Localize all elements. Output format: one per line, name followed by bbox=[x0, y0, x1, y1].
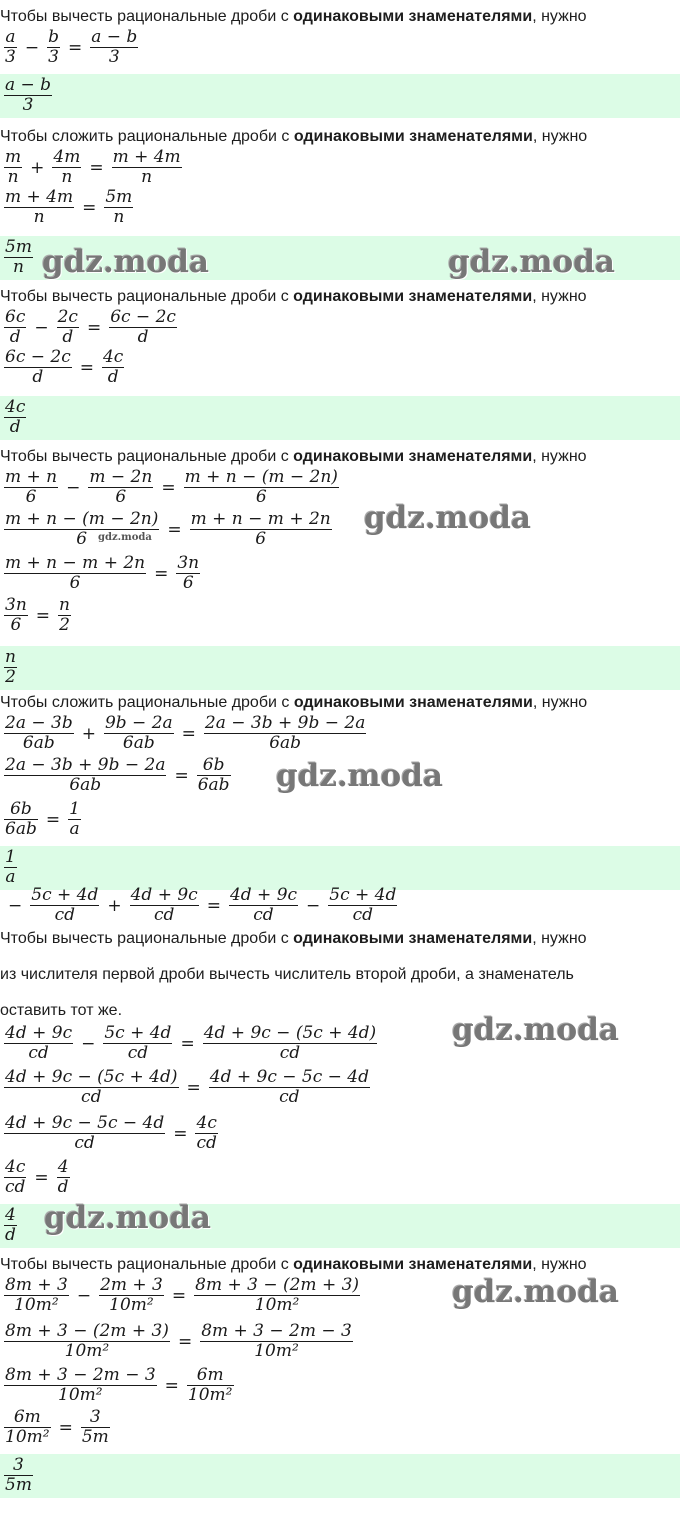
denominator: cd bbox=[127, 1043, 149, 1063]
denominator: cd bbox=[153, 905, 175, 925]
numerator: 4d + 9c bbox=[229, 885, 298, 905]
equation-line bbox=[2, 596, 73, 635]
denominator: a bbox=[69, 819, 80, 839]
denominator: cd bbox=[352, 905, 374, 925]
denominator: 3 bbox=[108, 47, 120, 67]
numerator: 6m bbox=[196, 1365, 224, 1385]
fraction bbox=[4, 1456, 33, 1495]
denominator: 10m² bbox=[64, 1341, 110, 1361]
denominator: cd bbox=[74, 1133, 95, 1153]
fraction bbox=[4, 348, 72, 387]
equation-line bbox=[2, 1114, 220, 1153]
numerator: a − b bbox=[5, 75, 52, 95]
denominator: 6 bbox=[76, 529, 88, 549]
fraction bbox=[4, 510, 159, 549]
operator: = bbox=[177, 1331, 193, 1352]
operator: − bbox=[76, 1285, 92, 1306]
denominator: d bbox=[9, 327, 21, 347]
denominator: 6ab bbox=[269, 733, 302, 753]
fraction bbox=[176, 554, 200, 593]
watermark: gdz.moda bbox=[448, 244, 615, 280]
fraction bbox=[4, 648, 17, 687]
equation-line bbox=[2, 348, 126, 387]
operator: = bbox=[35, 605, 51, 626]
fraction bbox=[4, 308, 26, 347]
answer-highlight bbox=[0, 646, 680, 690]
fraction bbox=[4, 714, 74, 753]
numerator: 2a − 3b + 9b − 2a bbox=[204, 713, 366, 733]
fraction bbox=[52, 148, 81, 187]
operator: = bbox=[161, 477, 176, 498]
equation-line bbox=[2, 308, 179, 347]
numerator: 6c bbox=[5, 307, 26, 327]
equation-line bbox=[2, 800, 83, 839]
rule-emphasis: одинаковыми знаменателями bbox=[293, 930, 533, 947]
rule-text: Чтобы вычесть рациональные дроби с одинаковыми знаменателями, нужно bbox=[0, 448, 587, 465]
numerator: m + n − (m − 2n) bbox=[5, 509, 159, 529]
numerator: 6c − 2c bbox=[5, 347, 71, 367]
answer bbox=[2, 848, 19, 887]
numerator: 3n bbox=[5, 595, 27, 615]
numerator: 8m + 3 − 2m − 3 bbox=[201, 1321, 352, 1341]
numerator: 4d + 9c bbox=[5, 1023, 73, 1043]
fraction bbox=[194, 1276, 360, 1315]
fraction bbox=[4, 28, 17, 67]
equation-line bbox=[2, 714, 368, 753]
rule-text-continued: из числителя первой дроби вычесть числитель второй дроби, а знаменатель bbox=[0, 966, 574, 983]
numerator: m + n bbox=[5, 467, 58, 487]
watermark: gdz.moda bbox=[364, 500, 531, 536]
denominator: 6ab bbox=[5, 819, 37, 839]
numerator: 5m bbox=[5, 237, 32, 257]
denominator: cd bbox=[196, 1133, 217, 1153]
denominator: d bbox=[137, 327, 149, 347]
fraction bbox=[103, 1024, 172, 1063]
numerator: m − 2n bbox=[89, 467, 153, 487]
denominator: cd bbox=[279, 1087, 300, 1107]
denominator: d bbox=[9, 417, 21, 437]
watermark: gdz.moda bbox=[44, 1200, 211, 1236]
operator: = bbox=[58, 1417, 73, 1438]
denominator: cd bbox=[253, 905, 274, 925]
answer bbox=[2, 1206, 19, 1245]
operator: = bbox=[167, 519, 182, 540]
watermark: gdz.moda bbox=[276, 758, 443, 794]
rule-emphasis: одинаковыми знаменателями bbox=[293, 128, 533, 145]
operator: = bbox=[154, 563, 169, 584]
denominator: d bbox=[32, 367, 44, 387]
fraction bbox=[203, 1024, 378, 1063]
fraction bbox=[4, 1206, 17, 1245]
rule-text-continued: оставить тот же. bbox=[0, 1002, 123, 1019]
operator: − bbox=[81, 1033, 96, 1054]
fraction bbox=[4, 76, 52, 115]
denominator: 10m² bbox=[58, 1385, 103, 1405]
denominator: a bbox=[5, 867, 16, 887]
numerator: 9b − 2a bbox=[104, 713, 173, 733]
numerator: 4d + 9c − 5c − 4d bbox=[209, 1067, 369, 1087]
numerator: 6b bbox=[202, 755, 225, 775]
numerator: 2m + 3 bbox=[100, 1275, 163, 1295]
operator: = bbox=[186, 1077, 201, 1098]
numerator: m + 4m bbox=[5, 187, 74, 207]
numerator: 6b bbox=[10, 799, 32, 819]
numerator: m bbox=[5, 147, 22, 167]
fraction bbox=[68, 800, 81, 839]
operator: = bbox=[164, 1375, 179, 1396]
numerator: 3n bbox=[177, 553, 200, 573]
denominator: 3 bbox=[5, 47, 16, 67]
answer-highlight bbox=[0, 396, 680, 440]
denominator: 6 bbox=[69, 573, 81, 593]
denominator: n bbox=[61, 167, 73, 187]
denominator: 10m² bbox=[14, 1295, 59, 1315]
denominator: 6ab bbox=[69, 775, 102, 795]
numerator: a − b bbox=[91, 27, 138, 47]
rule-emphasis: одинаковыми знаменателями bbox=[293, 694, 533, 711]
denominator: 6ab bbox=[122, 733, 155, 753]
denominator: 10m² bbox=[254, 1295, 300, 1315]
operator: = bbox=[173, 1123, 188, 1144]
numerator: 4c bbox=[5, 397, 26, 417]
numerator: 4d + 9c bbox=[130, 885, 198, 905]
numerator: m + n − m + 2n bbox=[5, 553, 146, 573]
operator: = bbox=[82, 197, 97, 218]
denominator: 6 bbox=[255, 529, 267, 549]
equation-line bbox=[2, 1068, 372, 1107]
equation-line bbox=[2, 1322, 355, 1361]
fraction bbox=[99, 1276, 164, 1315]
operator: − bbox=[24, 37, 40, 58]
fraction bbox=[102, 348, 124, 387]
operator: = bbox=[181, 723, 196, 744]
operator: = bbox=[86, 317, 102, 338]
fraction bbox=[209, 1068, 370, 1107]
fraction bbox=[4, 238, 33, 277]
fraction bbox=[104, 188, 133, 227]
operator: + bbox=[30, 157, 45, 178]
fraction bbox=[4, 468, 58, 507]
fraction bbox=[4, 848, 17, 887]
denominator: d bbox=[62, 327, 74, 347]
denominator: 6ab bbox=[22, 733, 55, 753]
fraction bbox=[184, 468, 339, 507]
denominator: cd bbox=[279, 1043, 301, 1063]
watermark: gdz.moda bbox=[452, 1012, 619, 1048]
numerator: m + n − (m − 2n) bbox=[184, 467, 338, 487]
operator: = bbox=[67, 37, 83, 58]
numerator: 2a − 3b bbox=[5, 713, 73, 733]
fraction bbox=[229, 886, 298, 925]
numerator: 6m bbox=[13, 1407, 41, 1427]
numerator: a bbox=[5, 27, 16, 47]
denominator: 3 bbox=[22, 95, 34, 115]
numerator: 8m + 3 − (2m + 3) bbox=[5, 1321, 169, 1341]
numerator: 4c bbox=[102, 347, 124, 367]
denominator: cd bbox=[5, 1177, 26, 1197]
fraction bbox=[4, 1024, 73, 1063]
denominator: cd bbox=[54, 905, 75, 925]
fraction bbox=[4, 800, 38, 839]
numerator: 4c bbox=[5, 1157, 26, 1177]
numerator: b bbox=[48, 27, 59, 47]
answer bbox=[2, 1456, 35, 1495]
numerator: 4 bbox=[57, 1157, 69, 1177]
watermark: gdz.moda bbox=[98, 532, 152, 543]
operator: = bbox=[89, 157, 104, 178]
denominator: n bbox=[12, 257, 24, 277]
fraction bbox=[112, 148, 182, 187]
numerator: 4 bbox=[5, 1205, 16, 1225]
fraction bbox=[4, 1322, 170, 1361]
numerator: 1 bbox=[5, 847, 16, 867]
denominator: 5m bbox=[81, 1427, 109, 1447]
numerator: 4d + 9c − (5c + 4d) bbox=[203, 1023, 377, 1043]
rule-text: Чтобы сложить рациональные дроби с одинаковыми знаменателями, нужно bbox=[0, 694, 588, 711]
fraction bbox=[4, 188, 74, 227]
denominator: 2 bbox=[59, 615, 70, 635]
denominator: 6 bbox=[10, 615, 22, 635]
denominator: d bbox=[107, 367, 119, 387]
answer bbox=[2, 76, 54, 115]
answer-highlight bbox=[0, 846, 680, 890]
fraction bbox=[4, 596, 28, 635]
fraction bbox=[4, 1408, 51, 1447]
equation-line bbox=[2, 28, 140, 67]
equation-line bbox=[2, 554, 202, 593]
denominator: 2 bbox=[5, 667, 16, 687]
equation-line bbox=[2, 468, 341, 507]
operator: = bbox=[171, 1285, 187, 1306]
denominator: n bbox=[33, 207, 45, 227]
fraction bbox=[90, 28, 138, 67]
fraction bbox=[104, 714, 174, 753]
equation-line bbox=[2, 1276, 362, 1315]
watermark: gdz.moda bbox=[452, 1274, 619, 1310]
operator: = bbox=[79, 357, 94, 378]
operator: + bbox=[81, 723, 96, 744]
numerator: 3 bbox=[13, 1455, 24, 1475]
rule-emphasis: одинаковыми знаменателями bbox=[293, 1256, 533, 1273]
fraction bbox=[4, 554, 146, 593]
fraction bbox=[57, 1158, 70, 1197]
numerator: m + 4m bbox=[112, 147, 181, 167]
operator: = bbox=[180, 1033, 195, 1054]
fraction bbox=[187, 1366, 234, 1405]
denominator: 6 bbox=[182, 573, 194, 593]
fraction bbox=[4, 1276, 69, 1315]
denominator: 10m² bbox=[254, 1341, 299, 1361]
fraction bbox=[88, 468, 153, 507]
fraction bbox=[47, 28, 60, 67]
rule-emphasis: одинаковыми знаменателями bbox=[293, 448, 533, 465]
numerator: n bbox=[5, 647, 16, 667]
answer-highlight bbox=[0, 1454, 680, 1498]
fraction bbox=[130, 886, 199, 925]
fraction bbox=[4, 1114, 165, 1153]
denominator: n bbox=[113, 207, 125, 227]
fraction bbox=[4, 1068, 179, 1107]
equation-line bbox=[2, 1408, 112, 1447]
numerator: 4m bbox=[53, 147, 81, 167]
rule-text: Чтобы вычесть рациональные дроби с одинаковыми знаменателями, нужно bbox=[0, 8, 587, 25]
operator: = bbox=[206, 895, 221, 916]
rule-emphasis: одинаковыми знаменателями bbox=[293, 8, 533, 25]
numerator: 5c + 4d bbox=[31, 885, 99, 905]
equation-line bbox=[2, 1158, 72, 1197]
equation-line bbox=[2, 1366, 236, 1405]
operator: = bbox=[34, 1167, 49, 1188]
denominator: 6 bbox=[255, 487, 267, 507]
answer bbox=[2, 648, 19, 687]
operator: − bbox=[8, 895, 23, 916]
rule-text: Чтобы вычесть рациональные дроби с одинаковыми знаменателями, нужно bbox=[0, 288, 587, 305]
operator: = bbox=[45, 809, 61, 830]
equation-line bbox=[2, 756, 233, 795]
operator: − bbox=[306, 895, 321, 916]
fraction bbox=[204, 714, 366, 753]
fraction bbox=[195, 1114, 217, 1153]
rule-text: Чтобы вычесть рациональные дроби с одинаковыми знаменателями, нужно bbox=[0, 930, 587, 947]
fraction bbox=[4, 756, 166, 795]
numerator: n bbox=[59, 595, 70, 615]
denominator: n bbox=[141, 167, 153, 187]
fraction bbox=[81, 1408, 110, 1447]
numerator: 5m bbox=[105, 187, 133, 207]
numerator: 5c + 4d bbox=[329, 885, 397, 905]
equation-line bbox=[2, 188, 135, 227]
denominator: n bbox=[7, 167, 19, 187]
operator: + bbox=[107, 895, 122, 916]
fraction bbox=[328, 886, 397, 925]
denominator: 3 bbox=[48, 47, 59, 67]
denominator: cd bbox=[81, 1087, 102, 1107]
numerator: 8m + 3 − (2m + 3) bbox=[195, 1275, 360, 1295]
denominator: 6 bbox=[115, 487, 127, 507]
numerator: 4d + 9c − 5c − 4d bbox=[5, 1113, 165, 1133]
answer-highlight bbox=[0, 74, 680, 118]
fraction bbox=[190, 510, 332, 549]
fraction bbox=[200, 1322, 353, 1361]
numerator: 5c + 4d bbox=[104, 1023, 172, 1043]
numerator: 6c − 2c bbox=[110, 307, 176, 327]
denominator: 10m² bbox=[109, 1295, 154, 1315]
fraction bbox=[197, 756, 231, 795]
equation-line bbox=[2, 510, 334, 549]
equation-line bbox=[2, 886, 399, 925]
fraction bbox=[30, 886, 99, 925]
denominator: d bbox=[57, 1177, 69, 1197]
numerator: 8m + 3 − 2m − 3 bbox=[5, 1365, 156, 1385]
fraction bbox=[4, 1158, 26, 1197]
denominator: 5m bbox=[5, 1475, 32, 1495]
watermark: gdz.moda bbox=[42, 244, 209, 280]
denominator: 6ab bbox=[197, 775, 230, 795]
denominator: 6 bbox=[25, 487, 37, 507]
fraction bbox=[4, 1366, 157, 1405]
answer bbox=[2, 398, 28, 437]
numerator: 2a − 3b + 9b − 2a bbox=[5, 755, 166, 775]
fraction bbox=[57, 308, 79, 347]
numerator: 3 bbox=[89, 1407, 101, 1427]
answer bbox=[2, 238, 35, 277]
numerator: 8m + 3 bbox=[5, 1275, 68, 1295]
operator: − bbox=[34, 317, 49, 338]
fraction bbox=[4, 398, 26, 437]
denominator: 10m² bbox=[187, 1385, 233, 1405]
numerator: 4c bbox=[196, 1113, 217, 1133]
rule-emphasis: одинаковыми знаменателями bbox=[293, 288, 533, 305]
denominator: 10m² bbox=[5, 1427, 50, 1447]
operator: = bbox=[174, 765, 189, 786]
denominator: d bbox=[5, 1225, 16, 1245]
equation-line bbox=[2, 148, 184, 187]
denominator: cd bbox=[28, 1043, 49, 1063]
rule-text: Чтобы сложить рациональные дроби с одинаковыми знаменателями, нужно bbox=[0, 128, 588, 145]
fraction bbox=[109, 308, 177, 347]
numerator: 1 bbox=[69, 799, 80, 819]
numerator: 4d + 9c − (5c + 4d) bbox=[5, 1067, 178, 1087]
numerator: m + n − m + 2n bbox=[190, 509, 331, 529]
numerator: 2c bbox=[57, 307, 78, 327]
equation-line bbox=[2, 1024, 379, 1063]
fraction bbox=[4, 148, 22, 187]
operator: − bbox=[66, 477, 81, 498]
rule-text: Чтобы вычесть рациональные дроби с одинаковыми знаменателями, нужно bbox=[0, 1256, 587, 1273]
fraction bbox=[58, 596, 71, 635]
